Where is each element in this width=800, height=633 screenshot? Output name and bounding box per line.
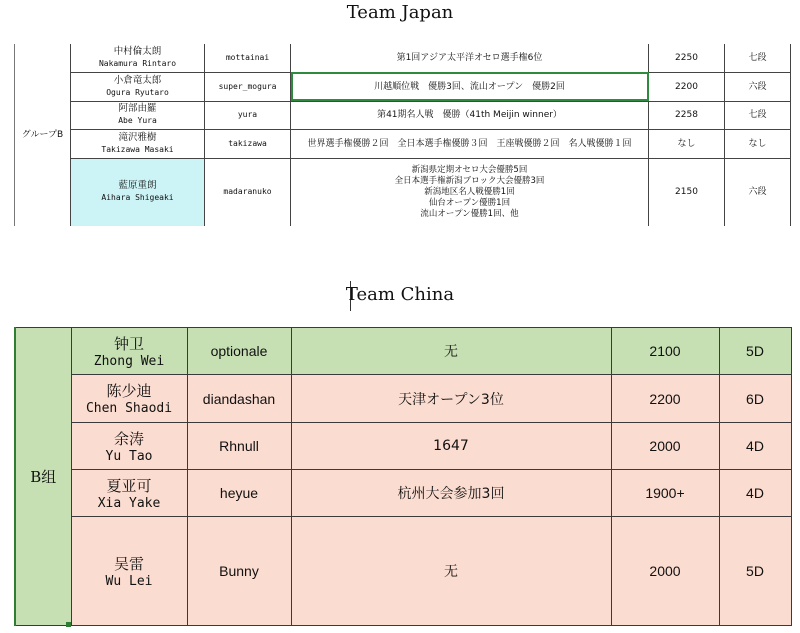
table-row	[15, 129, 791, 158]
selected-achievements-cell[interactable]: 川越順位戦 優勝3回、流山オープン 優勝2回	[291, 72, 649, 101]
handle-cell[interactable]: takizawa	[205, 129, 291, 158]
player-name-cell[interactable]	[71, 328, 187, 375]
player-romaji: Wu Lei	[105, 573, 153, 589]
rating-cell[interactable]: 2100	[611, 328, 719, 375]
rating-cell[interactable]: 2000	[611, 517, 719, 626]
player-romaji: Nakamura Rintaro	[98, 58, 177, 68]
player-name-cell[interactable]	[71, 158, 205, 226]
group-label: グループB	[15, 44, 71, 226]
player-romaji: Abe Yura	[118, 116, 157, 125]
rating-cell[interactable]: 2000	[611, 423, 719, 470]
table-row	[15, 72, 791, 101]
player-name: 钟卫	[113, 334, 144, 353]
player-romaji: Yu Tao	[105, 448, 153, 464]
player-name-cell[interactable]	[71, 72, 205, 101]
fill-handle[interactable]	[66, 622, 71, 627]
table-row	[15, 101, 791, 129]
table-row	[15, 470, 791, 517]
rank-cell[interactable]: 6D	[719, 375, 791, 423]
handle-cell[interactable]: yura	[205, 101, 291, 129]
achievements-cell[interactable]: 无	[291, 328, 611, 375]
achievements-cell[interactable]: 世界選手権優勝２回 全日本選手権優勝３回 王座戦優勝２回 名人戦優勝１回	[291, 129, 649, 158]
achievement-line: 流山オープン優勝1回、他	[420, 208, 519, 219]
rating-cell[interactable]: 2258	[649, 101, 725, 129]
achievements-cell[interactable]: 无	[291, 517, 611, 626]
player-romaji: Aihara Shigeaki	[101, 193, 174, 203]
handle-cell[interactable]: super_mogura	[205, 72, 291, 101]
table-row	[15, 158, 791, 226]
achievements-cell[interactable]: 杭州大会参加3回	[291, 470, 611, 517]
player-romaji: Xia Yake	[97, 495, 161, 511]
achievement-line: 新潟地区名人戦優勝1回	[424, 186, 515, 197]
rank-cell[interactable]: 七段	[725, 44, 791, 72]
handle-cell[interactable]: mottainai	[205, 44, 291, 72]
table-row	[15, 328, 791, 375]
achievements-cell[interactable]: 1647	[291, 423, 611, 470]
achievement-line: 全日本選手権新潟ブロック大会優勝3回	[394, 175, 545, 186]
table-row	[15, 423, 791, 470]
player-name: 阿部由羅	[118, 103, 157, 114]
rating-cell[interactable]: 2150	[649, 158, 725, 226]
group-label: B组	[15, 328, 71, 626]
table-row	[15, 375, 791, 423]
player-name: 小倉竜太郎	[113, 74, 162, 86]
rating-cell[interactable]: なし	[649, 129, 725, 158]
handle-cell[interactable]: Bunny	[187, 517, 291, 626]
rank-cell[interactable]: なし	[725, 129, 791, 158]
player-romaji: Ogura Ryutaro	[106, 87, 169, 97]
player-name: 中村倫太朗	[113, 45, 162, 57]
rank-cell[interactable]: 4D	[719, 470, 791, 517]
player-name: 藍原重朗	[118, 180, 157, 192]
player-name: 夏亚可	[106, 476, 152, 495]
player-name: 余涛	[113, 429, 144, 448]
player-name: 吴雷	[113, 554, 144, 573]
rating-cell[interactable]: 1900+	[611, 470, 719, 517]
player-name-cell[interactable]	[71, 101, 205, 129]
player-name-cell[interactable]	[71, 44, 205, 72]
team-japan-title: Team Japan	[346, 2, 454, 23]
player-name-cell[interactable]	[71, 375, 187, 423]
team-japan-table	[14, 44, 791, 226]
player-romaji: Chen Shaodi	[85, 401, 173, 416]
rating-cell[interactable]: 2250	[649, 44, 725, 72]
rating-cell[interactable]: 2200	[611, 375, 719, 423]
player-name-cell[interactable]	[71, 423, 187, 470]
player-name-cell[interactable]	[71, 517, 187, 626]
team-china-table	[14, 327, 792, 626]
rank-cell[interactable]: 七段	[725, 101, 791, 129]
rank-cell[interactable]: 5D	[719, 328, 791, 375]
player-name-cell[interactable]	[71, 129, 205, 158]
table-row	[15, 517, 791, 626]
rank-cell[interactable]: 5D	[719, 517, 791, 626]
player-name: 陈少迪	[106, 382, 152, 400]
rank-cell[interactable]: 六段	[725, 158, 791, 226]
player-romaji: Takizawa Masaki	[101, 144, 174, 154]
handle-cell[interactable]: diandashan	[187, 375, 291, 423]
handle-cell[interactable]: heyue	[187, 470, 291, 517]
achievement-line: 仙台オープン優勝1回	[428, 197, 511, 208]
rank-cell[interactable]: 4D	[719, 423, 791, 470]
rating-cell[interactable]: 2200	[649, 72, 725, 101]
rank-cell[interactable]: 六段	[725, 72, 791, 101]
achievements-cell[interactable]: 第1回アジア太平洋オセロ選手権6位	[291, 44, 649, 72]
team-china-title: Team China	[345, 284, 455, 305]
player-romaji: Zhong Wei	[93, 353, 165, 369]
handle-cell[interactable]: optionale	[187, 328, 291, 375]
achievement-line: 新潟県定期オセロ大会優勝5回	[411, 164, 528, 175]
achievements-cell[interactable]: 第41期名人戦 優勝（41th Meijin winner）	[291, 101, 649, 129]
handle-cell[interactable]: madaranuko	[205, 158, 291, 226]
table-row	[15, 44, 791, 72]
player-name-cell[interactable]	[71, 470, 187, 517]
achievements-cell[interactable]	[291, 158, 649, 226]
handle-cell[interactable]: Rhnull	[187, 423, 291, 470]
player-name: 滝沢雅樹	[118, 131, 157, 143]
achievements-cell[interactable]: 天津オープン3位	[291, 375, 611, 423]
